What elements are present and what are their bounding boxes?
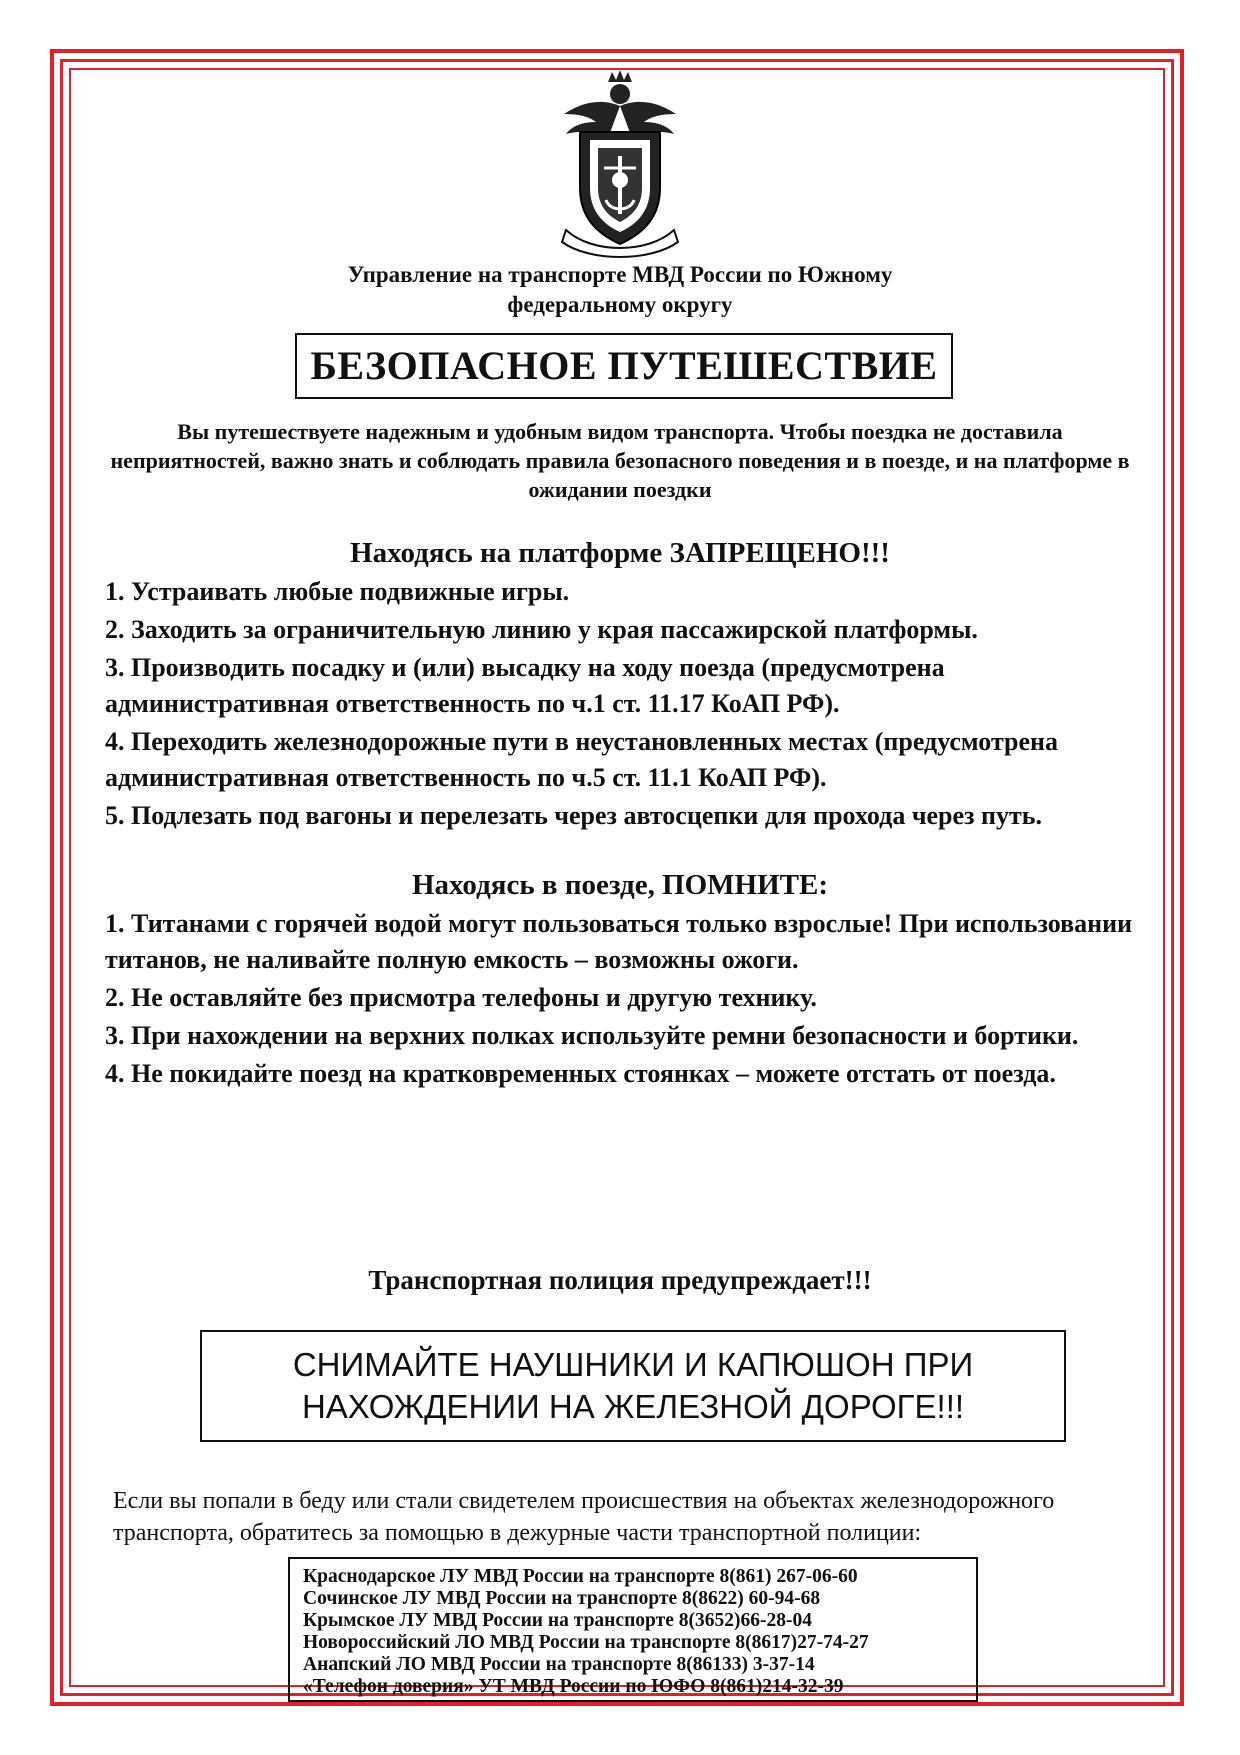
train-rule-item: 4. Не покидайте поезд на кратковременных стоянках – можете отстать от поезда. — [105, 1059, 1056, 1088]
headphones-hood-callout — [200, 1330, 1066, 1442]
poster-title: БЕЗОПАСНОЕ ПУТЕШЕСТВИЕ — [295, 333, 953, 399]
callout-line-1: СНИМАЙТЕ НАУШНИКИ И КАПЮШОН ПРИ — [292, 1346, 974, 1383]
platform-rule-item: 2. Заходить за ограничительную линию у края пассажирской платформы. — [105, 615, 978, 644]
train-rules-list — [105, 906, 1135, 1094]
platform-rule-item: 3. Производить посадку и (или) высадку на ходу поезда (предусмотрена административная ответственность по ч.1 ст. 11.17 КоАП РФ). — [105, 653, 945, 718]
platform-rules-list — [105, 574, 1135, 836]
agency-name — [90, 260, 1150, 320]
callout-line-2: НАХОЖДЕНИИ НА ЖЕЛЕЗНОЙ ДОРОГЕ!!! — [301, 1388, 965, 1425]
agency-line-1: Управление на транспорте МВД России по Южному — [347, 262, 893, 287]
police-warning: Транспортная полиция предупреждает!!! — [368, 1265, 872, 1295]
mvd-transport-emblem-icon — [552, 68, 688, 258]
platform-rule-item: 5. Подлезать под вагоны и перелезать через автосцепки для прохода через путь. — [105, 801, 1042, 830]
train-rule-item: 3. При нахождении на верхних полках используйте ремни безопасности и бортики. — [105, 1021, 1079, 1050]
platform-rule-item: 1. Устраивать любые подвижные игры. — [105, 577, 570, 606]
train-heading: Находясь в поезде, ПОМНИТЕ: — [411, 869, 829, 901]
contacts-box — [288, 1557, 978, 1702]
contact-line: Крымское ЛУ МВД России на транспорте 8(3652)66-28-04 — [303, 1610, 812, 1631]
contact-line: Новороссийский ЛО МВД России на транспорте 8(8617)27-74-27 — [303, 1632, 869, 1653]
contact-line: Анапский ЛО МВД России на транспорте 8(86133) 3-37-14 — [303, 1654, 815, 1675]
platform-heading: Находясь на платформе ЗАПРЕЩЕНО!!! — [350, 537, 890, 569]
train-rule-item: 1. Титанами с горячей водой могут пользоваться только взрослые! При использовании титанов, не наливайте полную емкость – возможны ожоги. — [105, 909, 1133, 974]
contact-line: Краснодарское ЛУ МВД России на транспорте 8(861) 267-06-60 — [303, 1566, 858, 1587]
train-rule-item: 2. Не оставляйте без присмотра телефоны и другую технику. — [105, 983, 817, 1012]
contact-line: «Телефон доверия» УТ МВД России по ЮФО 8(861)214-32-39 — [303, 1676, 844, 1697]
contact-line: Сочинское ЛУ МВД России на транспорте 8(8622) 60-94-68 — [303, 1588, 821, 1609]
platform-rule-item: 4. Переходить железнодорожные пути в неустановленных местах (предусмотрена административная ответственность по ч.5 ст. 11.1 КоАП РФ). — [105, 727, 1059, 792]
agency-line-2: федеральному округу — [507, 292, 733, 317]
help-paragraph: Если вы попали в беду или стали свидетелем происшествия на объектах железнодорожного транспорта, обратитесь за помощью в дежурные части транспортной полиции: — [113, 1488, 1055, 1546]
intro-paragraph: Вы путешествуете надежным и удобным видом транспорта. Чтобы поездка не доставила неприятностей, важно знать и соблюдать правила безопасного поведения и в поезде, и на платформе в ожидании поездки — [110, 419, 1130, 502]
